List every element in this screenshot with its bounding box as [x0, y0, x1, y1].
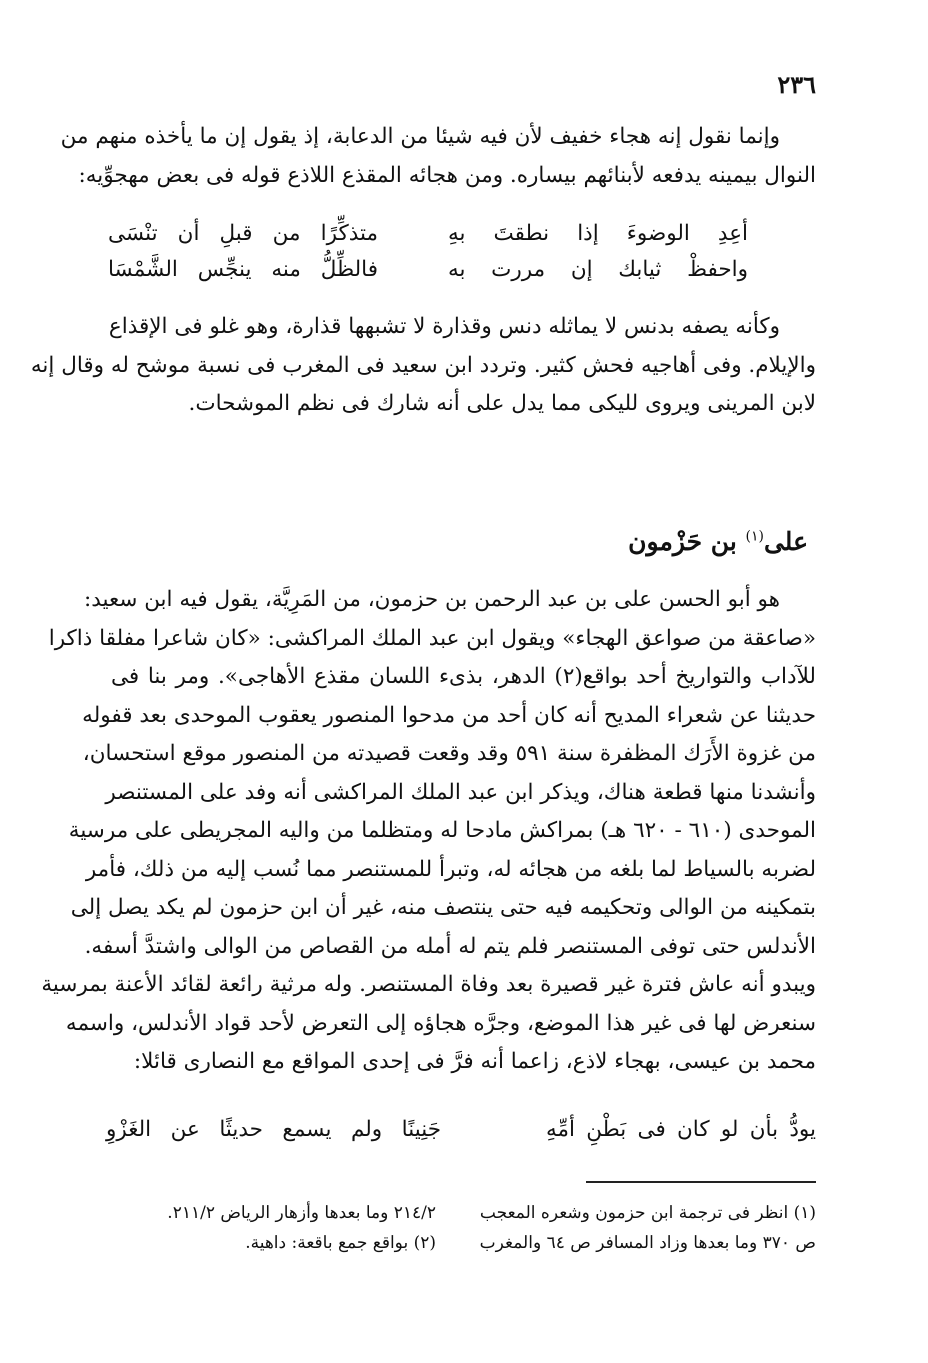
- paragraph-line: الأندلس حتى توفى المستنصر فلم يتم له أمله من القصاص من الوالى واشتدَّ أسفه.: [84, 933, 816, 959]
- verse-hemistich: فالظِّلُّ منه ينجِّس الشَّمْسَا: [108, 257, 378, 282]
- paragraph-line: وإنما نقول إنه هجاء خفيف لأن فيه شيئا من الدعابة، إذ يقول إن ما يأخذه منهم من: [60, 124, 780, 149]
- footnote-text: ٢١٤/٢ وما بعدها وأزهار الرياض ٢١١/٢.: [167, 1203, 436, 1223]
- paragraph-line: بتمكينه من الوالى وتحكيمه فيه حتى ينتصف منه، غير أن ابن حزمون لم يكد يصل إلى: [70, 895, 816, 920]
- poem-verses: [108, 216, 748, 288]
- paragraph-line: وأنشدنا منها قطعة هناك، ويذكر ابن عبد الملك المراكشى أنه وفد على المستنصر: [105, 779, 816, 805]
- verse-hemistich: واحفظْ ثيابك إن مررت به: [448, 257, 748, 282]
- verse-row: [108, 252, 748, 288]
- heading-name: على: [763, 527, 808, 556]
- page-number: ٢٣٦: [777, 70, 816, 99]
- paragraph-line: هو أبو الحسن على بن عبد الرحمن بن حزمون، من المَرِيَّة، يقول فيه ابن سعيد:: [83, 587, 780, 612]
- paragraph-line: حديثنا عن شعراء المديح أنه كان أحد من مدحوا المنصور يعقوب الموحدى بعد قفوله: [82, 702, 816, 728]
- footnote-text: (٢) بواقع جمع باقعة: داهية.: [245, 1233, 436, 1253]
- paragraph-line: لضربه بالسياط لما بلغه من هجائه له، وتبرأ للمستنصر مما نُسب إليه من ذلك، فأمر: [85, 856, 816, 882]
- footnote-row: [96, 1198, 816, 1228]
- heading-rest: بن حَزْمون: [628, 527, 737, 556]
- paragraph-commentary: [30, 308, 816, 424]
- paragraph-intro: [60, 118, 816, 195]
- paragraph-line: محمد بن عيسى، بهجاء لاذع، زاعما أنه فرَّ فى إحدى المواقع مع النصارى قائلا:: [133, 1049, 816, 1074]
- verse-hemistich: متذكِّرًا من قبلِ أن تنْسَى: [108, 221, 378, 246]
- paragraph-line: «صاعقة من صواعق الهجاء» ويقول ابن عبد الملك المراكشى: «كان شاعرا مفلقا ذاكرا: [48, 625, 816, 651]
- poem-verse-closing: [106, 1112, 816, 1148]
- paragraph-line: للآداب والتواريخ أحد بواقع(٢) الدهر، بذىء اللسان مقذع الأهاجى». ومر بنا فى: [111, 664, 816, 689]
- verse-row: [108, 216, 748, 252]
- paragraph-line: لابن المرينى ويروى لليكى مما يدل على أنه شارك فى نظم الموشحات.: [188, 391, 816, 416]
- footnote-text: (١) انظر فى ترجمة ابن حزمون وشعره المعجب: [479, 1203, 816, 1223]
- paragraph-biography: [41, 581, 816, 1082]
- verse-row: [106, 1112, 816, 1148]
- paragraph-line: ويبدو أنه عاش فترة غير قصيرة بعد وفاة المستنصر. وله مرثية رائعة لقائد الأعنة بمرسية: [41, 972, 816, 997]
- section-heading: [628, 527, 808, 556]
- verse-hemistich: يودُّ بأن لو كان فى بَطْنِ أمِّهِ: [546, 1117, 816, 1142]
- footnote-reference[interactable]: (١): [745, 528, 764, 545]
- paragraph-line: والإيلام. وفى أهاجيه فحش كثير. وتردد ابن سعيد فى المغرب فى نسبة موشح له وقال إنه: [30, 352, 816, 378]
- footnotes: [96, 1198, 816, 1258]
- paragraph-line: وكأنه يصفه بدنس لا يماثله دنس وقذارة لا تشبهها قذارة، وهو غلو فى الإقذاع: [108, 314, 780, 339]
- verse-hemistich: أعِدِ الوضوءَ إذا نطقتَ بهِ: [448, 221, 748, 246]
- paragraph-line: الموحدى (٦١٠ - ٦٢٠ هـ) بمراكش مادحا له ومتظلما من واليه المجريطى على مرسية: [68, 818, 816, 843]
- paragraph-line: من غزوة الأَرَك المظفرة سنة ٥٩١ وقد وقعت قصيدته من المنصور موقع استحسان،: [82, 741, 816, 766]
- paragraph-line: سنعرض لها فى غير هذا الموضع، وجرَّه هجاؤه إلى التعرض لأحد قواد الأندلس، واسمه: [65, 1010, 816, 1036]
- footnote-divider: [586, 1181, 816, 1183]
- footnote-text: ص ٣٧٠ وما بعدها وزاد المسافر ص ٦٤ والمغرب: [479, 1233, 816, 1253]
- footnote-row: [96, 1228, 816, 1258]
- paragraph-line: النوال بيمينه يدفعه لأبنائهم بيساره. ومن هجائه المقذع اللاذع قوله فى بعض مهجوِّيه:: [78, 162, 816, 188]
- verse-hemistich: جَنِينًا ولم يسمع حديثًا عن الغَزْوِ: [106, 1117, 441, 1142]
